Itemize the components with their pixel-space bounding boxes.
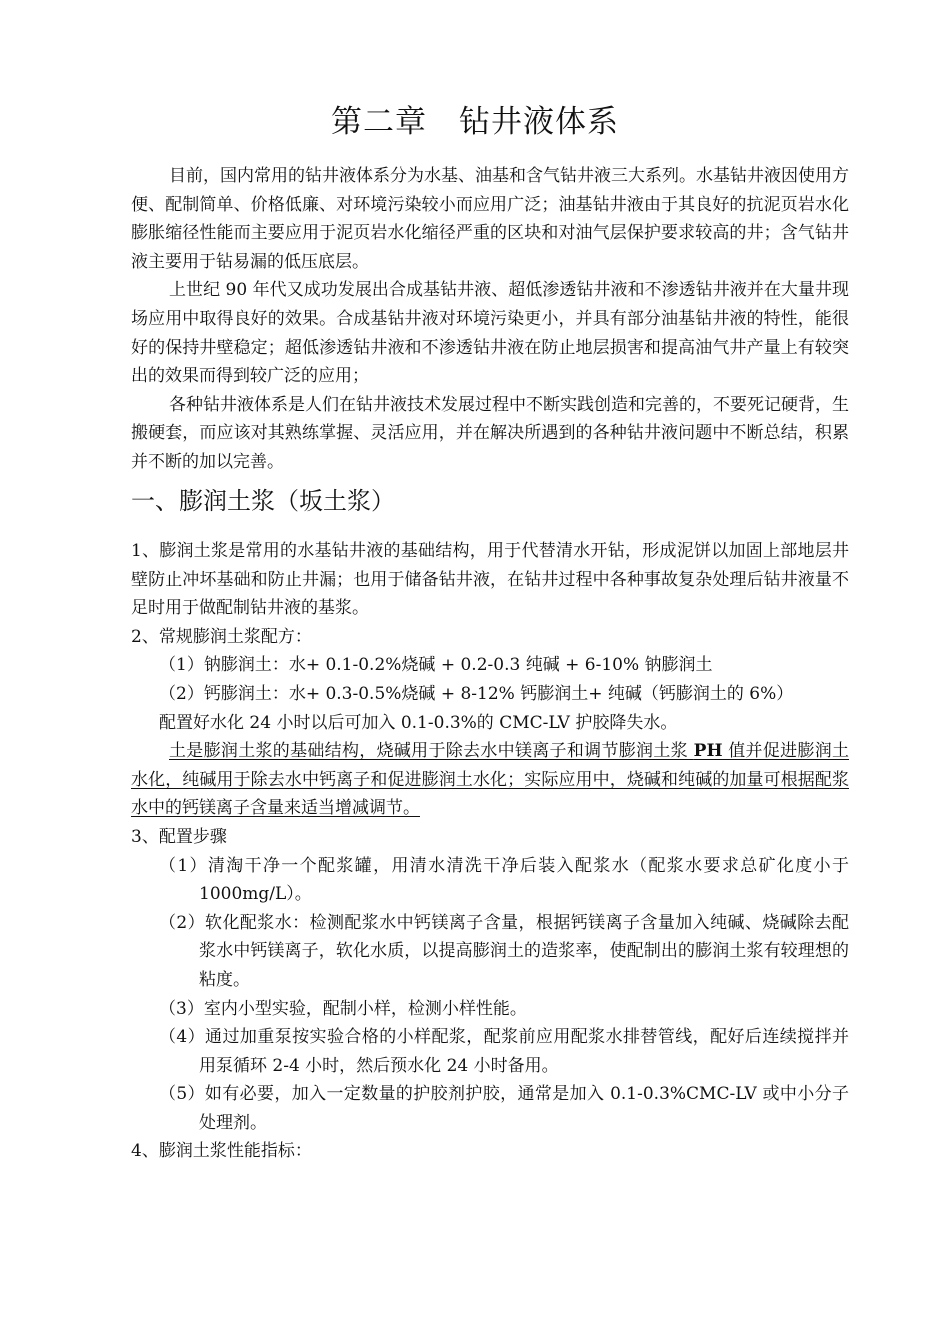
intro-text bbox=[131, 162, 849, 477]
intro-paragraph-2: 上世纪 90 年代又成功发展出合成基钻井液、超低渗透钻井液和不渗透钻井液并在大量井现场应用中取得良好的效果。合成基钻井液对环境污染更小，并具有部分油基钻井液的特性，能很好的保持井壁稳定；超低渗透钻井液和不渗透钻井液在防止地层损害和提高油气井产量上有较突出的效果而得到较广泛的应用； bbox=[131, 280, 849, 387]
section-heading: 一、膨润土浆（坂土浆） bbox=[131, 487, 395, 515]
step-3: （3）室内小型实验，配制小样，检测小样性能。 bbox=[159, 998, 527, 1019]
step-4: （4）通过加重泵按实验合格的小样配浆，配浆前应用配浆水排替管线，配好后连续搅拌并用泵循环 2-4 小时，然后预水化 24 小时备用。 bbox=[159, 1027, 849, 1076]
intro-paragraph-3: 各种钻井液体系是人们在钻井液技术发展过程中不断实践创造和完善的，不要死记硬背，生搬硬套，而应该对其熟练掌握、灵活应用，并在解决所遇到的各种钻井液问题中不断总结，积累并不断的加以完善。 bbox=[131, 394, 849, 472]
step-5: （5）如有必要，加入一定数量的护胶剂护胶，通常是加入 0.1-0.3%CMC-LV 或中小分子处理剂。 bbox=[159, 1084, 849, 1133]
step-1: （1）清淘干净一个配浆罐，用清水清洗干净后装入配浆水（配浆水要求总矿化度小于 1000mg/L）。 bbox=[159, 855, 849, 905]
chapter-title: 第二章 钻井液体系 bbox=[331, 104, 619, 140]
formula-1: （1）钠膨润土：水+ 0.1-0.2%烧碱 + 0.2-0.3 纯碱 + 6-10% 钠膨润土 bbox=[159, 655, 713, 676]
formula-2: （2）钙膨润土：水+ 0.3-0.5%烧碱 + 8-12% 钙膨润土+ 纯碱（钙膨润土的 6%） bbox=[159, 683, 794, 704]
underlined-note bbox=[131, 737, 849, 823]
item-1: 1、膨润土浆是常用的水基钻井液的基础结构，用于代替清水开钻，形成泥饼以加固上部地层井壁防止冲坏基础和防止井漏；也用于储备钻井液，在钻井过程中各种事故复杂处理后钻井液量不足时用于做配制钻井液的基浆。 bbox=[131, 541, 849, 619]
formula-note-text: 配置好水化 24 小时以后可加入 0.1-0.3%的 CMC-LV 护胶降失水。 bbox=[159, 712, 678, 733]
underlined-note-ph: PH bbox=[693, 741, 723, 762]
formula-note bbox=[131, 709, 849, 738]
item-3: 3、配置步骤 bbox=[131, 826, 227, 847]
underlined-note-part-b: 值并促进膨润土水化，纯碱用于除去水中钙离子和促进膨润土水化；实际应用中，烧碱和纯碱的加量可根据配浆水中的钙镁离子含量来适当增减调节。 bbox=[131, 741, 850, 819]
intro-paragraph-1: 目前，国内常用的钻井液体系分为水基、油基和含气钻井液三大系列。水基钻井液因使用方便、配制简单、价格低廉、对环境污染较小而应用广泛；油基钻井液由于其良好的抗泥页岩水化膨胀缩径性能而主要应用于泥页岩水化缩径严重的区块和对油气层保护要求较高的井；含气钻井液主要用于钻易漏的低压底层。 bbox=[131, 166, 849, 272]
step-2: （2）软化配浆水：检测配浆水中钙镁离子含量，根据钙镁离子含量加入纯碱、烧碱除去配浆水中钙镁离子，软化水质，以提高膨润土的造浆率，使配制出的膨润土浆有较理想的粘度。 bbox=[159, 912, 849, 990]
item-2: 2、常规膨润土浆配方： bbox=[131, 626, 312, 647]
item-4: 4、膨润土浆性能指标： bbox=[131, 1141, 312, 1162]
section-body bbox=[131, 537, 849, 1166]
underlined-note-part-a: 土是膨润土浆的基础结构，烧碱用于除去水中镁离子和调节膨润土浆 bbox=[169, 741, 694, 762]
